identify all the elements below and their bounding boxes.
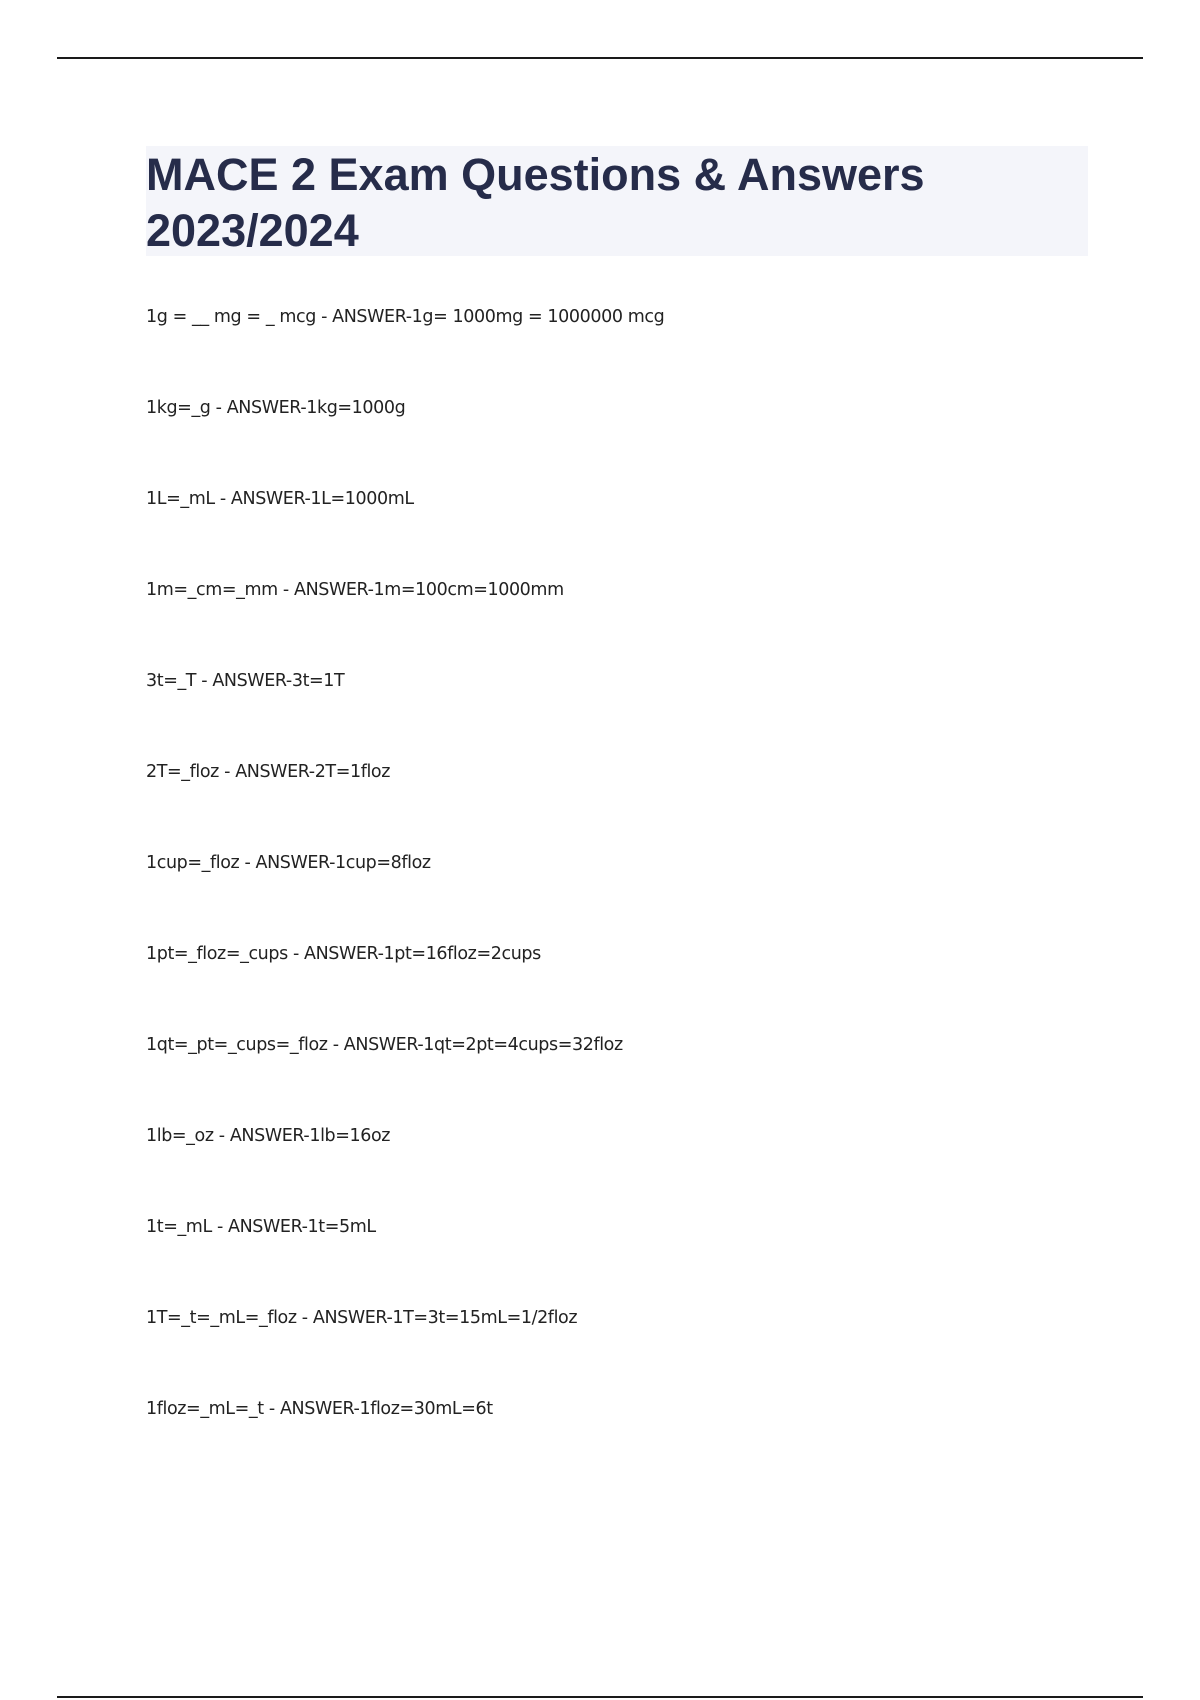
- qa-item: 3t=_T - ANSWER-3t=1T: [146, 671, 345, 691]
- qa-item: 2T=_floz - ANSWER-2T=1floz: [146, 762, 391, 782]
- qa-list: [146, 300, 664, 1483]
- qa-item: 1cup=_floz - ANSWER-1cup=8floz: [146, 853, 431, 873]
- footer-rule: [57, 1696, 1143, 1698]
- qa-item: 1pt=_floz=_cups - ANSWER-1pt=16floz=2cups: [146, 944, 541, 964]
- qa-item: 1t=_mL - ANSWER-1t=5mL: [146, 1217, 376, 1237]
- title-line-1: MACE 2 Exam Questions & Answers: [146, 149, 925, 200]
- qa-item: 1kg=_g - ANSWER-1kg=1000g: [146, 398, 406, 418]
- header-rule: [57, 57, 1143, 59]
- document-title: [146, 147, 1086, 259]
- title-line-2: 2023/2024: [146, 205, 359, 256]
- qa-item: 1qt=_pt=_cups=_floz - ANSWER-1qt=2pt=4cups=32floz: [146, 1035, 623, 1055]
- qa-item: 1lb=_oz - ANSWER-1lb=16oz: [146, 1126, 391, 1146]
- qa-item: 1m=_cm=_mm - ANSWER-1m=100cm=1000mm: [146, 580, 564, 600]
- qa-item: 1floz=_mL=_t - ANSWER-1floz=30mL=6t: [146, 1399, 493, 1419]
- qa-item: 1L=_mL - ANSWER-1L=1000mL: [146, 489, 414, 509]
- qa-item: 1g = __ mg = _ mcg - ANSWER-1g= 1000mg = 1000000 mcg: [146, 307, 665, 327]
- qa-item: 1T=_t=_mL=_floz - ANSWER-1T=3t=15mL=1/2floz: [146, 1308, 578, 1328]
